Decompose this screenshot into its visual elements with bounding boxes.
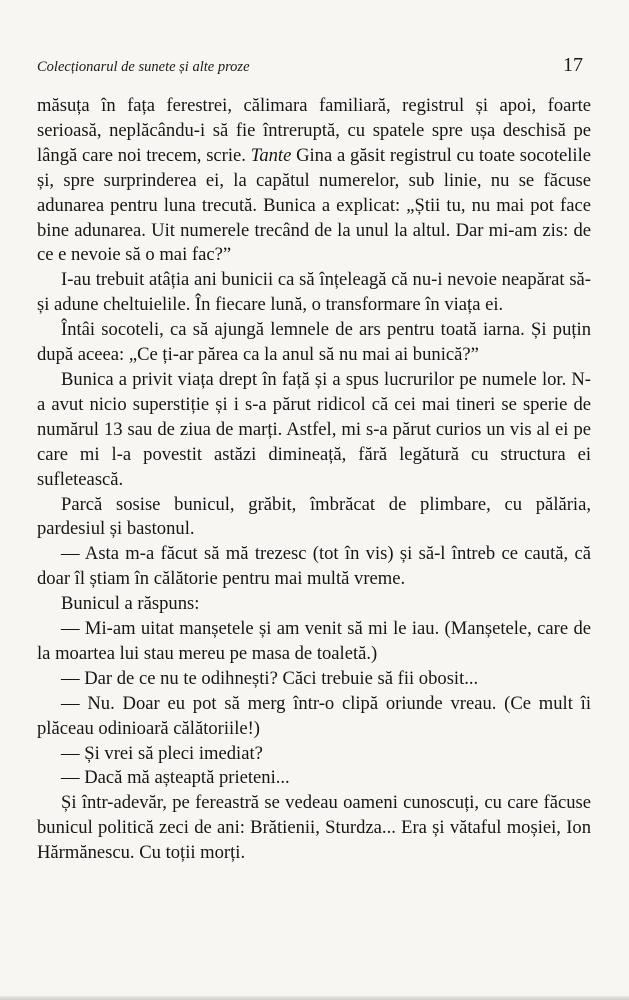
dialogue-line: — Nu. Doar eu pot să merg într-o clipă oriunde vreau. (Ce mult îi plăceau odinioară călătoriile!) (37, 692, 591, 739)
paragraph (37, 94, 591, 268)
running-title: Colecționarul de sunete și alte proze (37, 59, 250, 75)
italic-word: Tante (250, 144, 292, 166)
page-edge-divider (0, 996, 629, 1000)
dialogue-line: — Dacă mă așteaptă prieteni... (61, 767, 290, 789)
dialogue-line: — Și vrei să pleci imediat? (61, 742, 263, 764)
page-number: 17 (563, 54, 583, 76)
paragraph: Bunica a privit viața drept în față și a spus lucrurilor pe numele lor. N-a avut nicio superstiție și i s-a părut ridicol că cei mai tineri se sperie de numărul 13 sau de ziua de marți. Astfel, mi s-a părut curios un vis al ei pe care mi l-a povestit astăzi dimineață, fără legătură cu structura ei sufletească. (37, 368, 591, 490)
dialogue-line: — Dar de ce nu te odihnești? Căci trebuie să fii obosit... (61, 667, 479, 689)
dialogue-line: — Mi-am uitat manșetele și am venit să mi le iau. (Manșetele, care de la moartea lui stau mereu pe masa de toaletă.) (37, 618, 591, 664)
paragraph: Bunicul a răspuns: (61, 593, 200, 615)
paragraph: Și într-adevăr, pe fereastră se vedeau oameni cunoscuți, cu care făcuse bunicul politică zeci de ani: Brătienii, Sturdza... Era și vătaful moșiei, Ion Hărmănescu. Cu toții morți. (37, 792, 591, 864)
page-header (37, 54, 583, 80)
paragraph: Parcă sosise bunicul, grăbit, îmbrăcat de plimbare, cu pălăria, pardesiul și bastonul. (37, 493, 591, 540)
paragraph: Întâi socoteli, ca să ajungă lemnele de ars pentru toată iarna. Și puțin după aceea: „Ce ți-ar părea ca la anul să nu mai ai bunică?” (37, 319, 591, 366)
paragraph: I-au trebuit atâția ani bunicii ca să înțeleagă că nu-i nevoie neapărat să-și adune cheltuielile. În fiecare lună, o transformare în viața ei. (37, 269, 591, 316)
paragraph-text: măsuța în fața ferestrei, călimara familiară, registrul și apoi, foarte serioasă, neplăcându-i să fie întreruptă, cu spatele spre ușa deschisă pe lângă care noi trecem, scrie. (37, 95, 591, 166)
body-text (37, 94, 591, 866)
paragraph-text: Gina a găsit registrul cu toate socotelile și, spre surprinderea ei, la capătul numerelor, sub linie, nu se făcuse adunarea pentru luna trecută. Bunica a explicat: „Știi tu, nu mai pot face bine adunarea. Uit numerele trecând de la unul la altul. Dar mi-am zis: de ce e nevoie să o mai fac?” (37, 144, 591, 266)
dialogue-line: — Asta m-a făcut să mă trezesc (tot în vis) și să-l întreb ce caută, că doar îl știam în călătorie pentru mai multă vreme. (37, 543, 591, 590)
